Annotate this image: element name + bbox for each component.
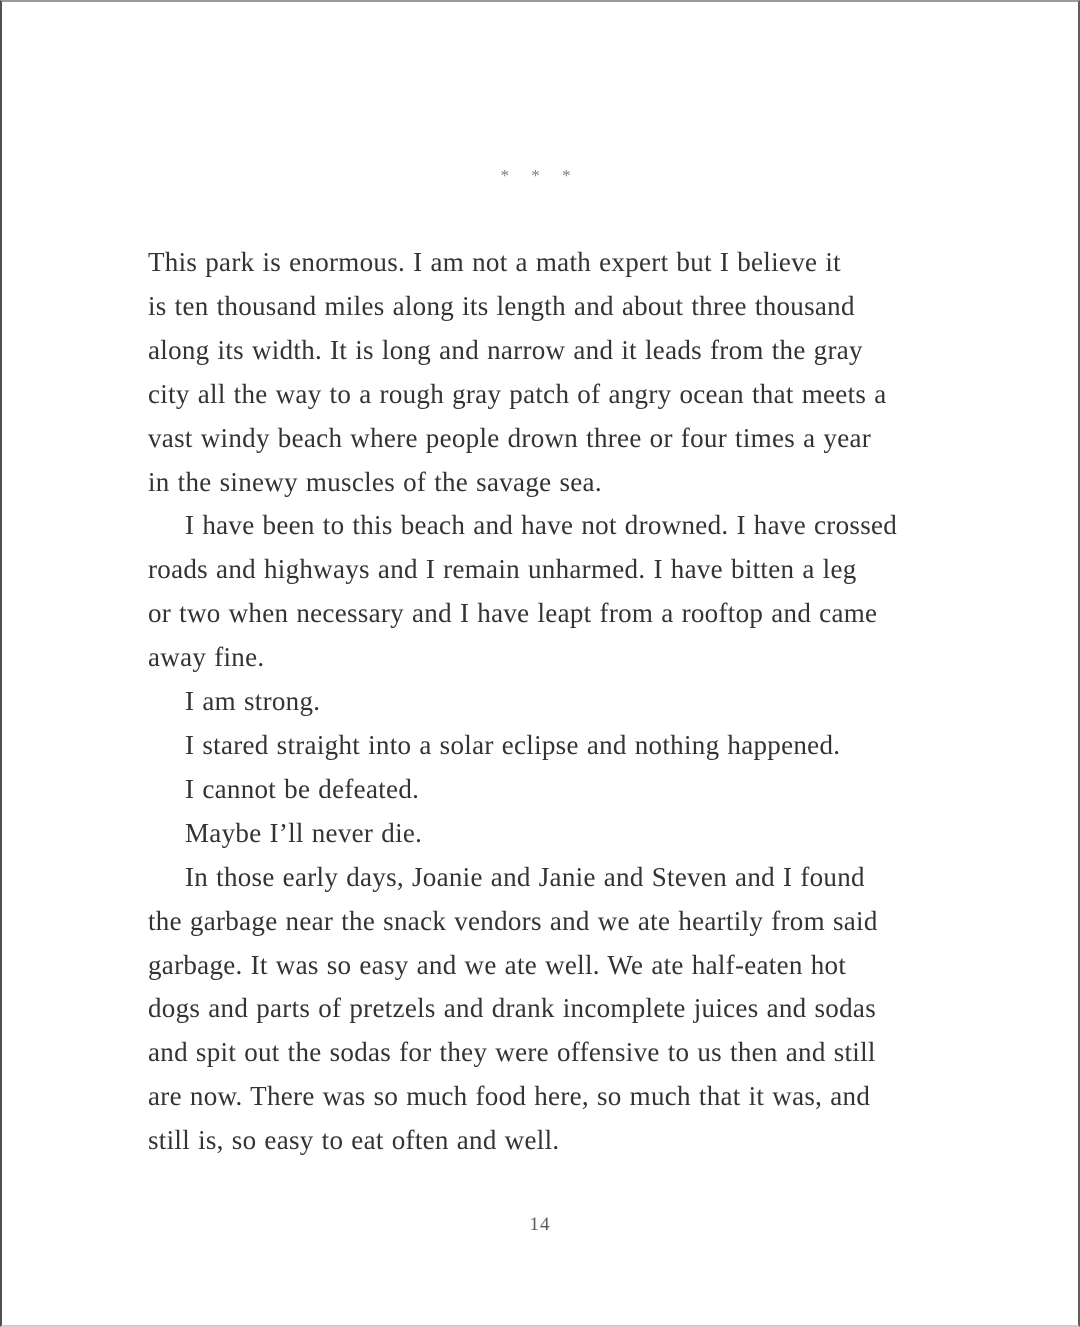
- text-line: garbage. It was so easy and we ate well. We ate half-eaten hot: [148, 949, 847, 980]
- text-line: away fine.: [148, 642, 265, 673]
- text-line: and spit out the sodas for they were offensive to us then and still: [148, 1037, 876, 1068]
- text-line: I am strong.: [185, 686, 321, 717]
- text-line: in the sinewy muscles of the savage sea.: [148, 466, 602, 497]
- text-line: dogs and parts of pretzels and drank incomplete juices and sodas: [148, 993, 876, 1024]
- text-line: is ten thousand miles along its length and about three thousand: [148, 290, 855, 321]
- text-line: I have been to this beach and have not drowned. I have crossed: [185, 510, 898, 541]
- text-line: the garbage near the snack vendors and we ate heartily from said: [148, 905, 878, 936]
- text-line: along its width. It is long and narrow and it leads from the gray: [148, 334, 863, 365]
- body-text: [148, 241, 948, 1163]
- text-line: or two when necessary and I have leapt from a rooftop and came: [148, 598, 878, 629]
- text-line: Maybe I’ll never die.: [185, 817, 423, 848]
- text-line: I stared straight into a solar eclipse and nothing happened.: [185, 729, 841, 760]
- page-number: 14: [529, 1214, 551, 1235]
- section-break: * * *: [500, 166, 580, 185]
- text-line: roads and highways and I remain unharmed. I have bitten a leg: [148, 554, 857, 585]
- text-line: are now. There was so much food here, so much that it was, and: [148, 1081, 871, 1112]
- text-line: In those early days, Joanie and Janie and Steven and I found: [185, 861, 865, 892]
- text-line: I cannot be defeated.: [185, 773, 420, 804]
- text-line: This park is enormous. I am not a math expert but I believe it: [148, 247, 841, 277]
- text-line: city all the way to a rough gray patch of angry ocean that meets a: [148, 378, 887, 409]
- text-line: vast windy beach where people drown three or four times a year: [148, 422, 872, 453]
- text-line: still is, so easy to eat often and well.: [148, 1125, 560, 1156]
